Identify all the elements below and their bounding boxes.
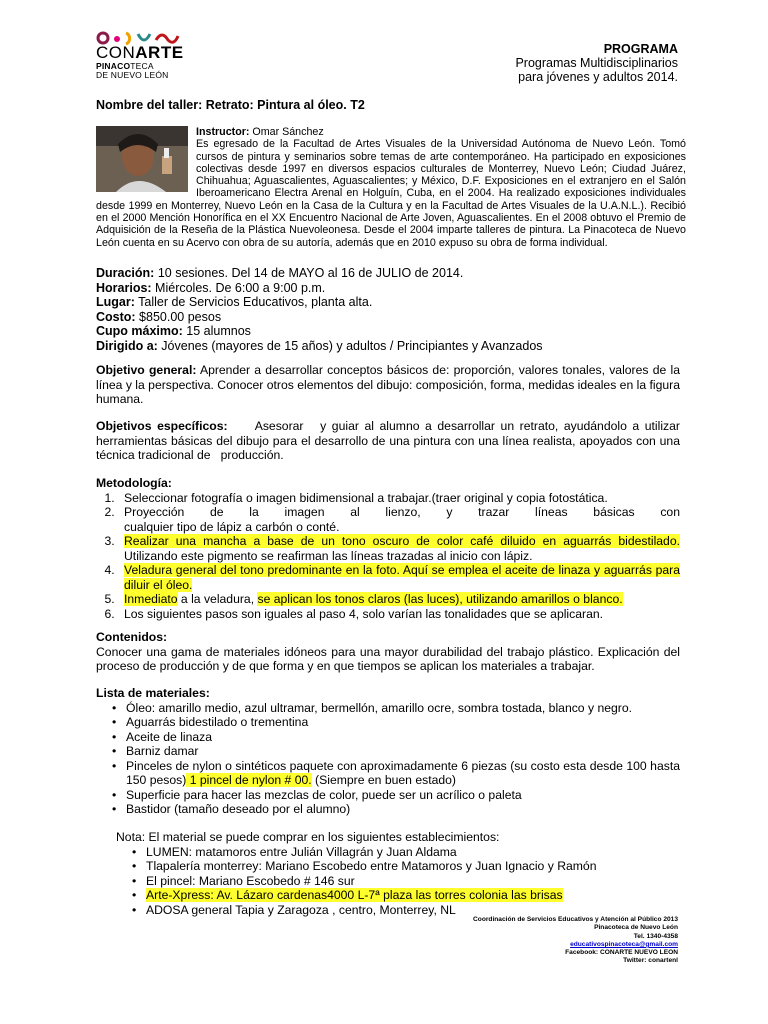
instructor-name: Omar Sánchez [249, 126, 324, 138]
materiales-label: Lista de materiales: [96, 686, 210, 700]
material-item-6: Superficie para hacer las mezclas de color, puede ser un acrílico o paleta [126, 787, 522, 802]
material-item-7: Bastidor (tamaño deseado por el alumno) [126, 802, 351, 816]
logo-sub-a: PINACO [96, 61, 131, 71]
footer-twitter: Twitter: conartenl [623, 957, 678, 965]
instructor-photo [96, 126, 188, 192]
store-list [96, 845, 680, 918]
material-item [114, 759, 680, 788]
material-item [114, 730, 680, 745]
material-item-1: Óleo: amarillo medio, azul ultramar, bermellón, amarillo ocre, sombra tostada, blanco y negro. [126, 700, 633, 715]
store-item [134, 859, 680, 874]
detail-lugar [96, 295, 543, 310]
lugar-value: Taller de Servicios Educativos, planta alta. [134, 295, 373, 309]
store-3: El pincel: Mariano Escobedo # 146 sur [146, 873, 355, 888]
store-item [134, 845, 680, 860]
objetivos-especificos-label: Objetivos específicos: [96, 419, 228, 433]
detail-dirigido [96, 339, 543, 354]
objetivo-general [96, 363, 680, 407]
detail-cupo [96, 324, 543, 339]
program-title: PROGRAMA [603, 42, 678, 56]
logo-sub-line2: DE NUEVO LEÓN [96, 70, 169, 80]
instructor-block [96, 126, 686, 249]
program-line1: Programas Multidisciplinarios [515, 56, 678, 70]
footer-contact [473, 916, 678, 966]
costo-value: $850.00 pesos [135, 309, 222, 324]
store-1: LUMEN: matamoros entre Julián Villagrán y Juan Aldama [146, 844, 457, 859]
method-step-2 [118, 505, 684, 534]
program-header [515, 42, 678, 84]
store-item [134, 903, 680, 918]
method-step-4-highlight: Veladura general del tono predominante en la foto. Aquí se emplea el aceite de linaza y aguarrás para diluir el óleo. [124, 563, 680, 592]
method-step-6 [118, 607, 680, 622]
dirigido-value: Jóvenes (mayores de 15 años) y adultos / Principiantes y Avanzados [157, 338, 543, 353]
material-item-4: Barniz damar [126, 744, 199, 758]
objetivo-general-label: Objetivo general: [96, 363, 197, 377]
horarios-value: Miércoles. De 6:00 a 9:00 p.m. [151, 280, 326, 295]
workshop-title: Nombre del taller: Retrato: Pintura al óleo. T2 [96, 98, 365, 112]
store-2: Tlapalería monterrey: Mariano Escobedo entre Matamoros y Juan Ignacio y Ramón [146, 859, 597, 873]
footer-line1: Coordinación de Servicios Educativos y Atención al Público 2013 [473, 916, 678, 923]
material-item-3: Aceite de linaza [126, 729, 213, 744]
store-item [134, 874, 680, 889]
store-5: ADOSA general Tapia y Zaragoza , centro, Monterrey, NL [146, 902, 456, 917]
instructor-bio: Es egresado de la Facultad de Artes Visuales de la Universidad Autónoma de Nuevo León. Tomó cursos de pintura y seminarios sobre temas de arte contemporáneo. Ha participado en exposiciones colectivas desde 1997 en diversos espacios culturales de Monterrey, Nuevo León; Ciudad Juárez, Chihuahua; Aguascalientes, Aguascalientes; y México, D.F. Exposiciones en el extranjero en el Salón Iberoamericano Electra Arenal en Holguín, Cuba, en el 2004. Ha realizado exposiciones individuales desde 1999 en Monterrey, Nuevo León en la Casa de la Cultura y en la Facultad de Artes Visuales de la U.A.N.L.). Recibió en el 2000 Mención Honorífica en el XX Encuentro Nacional de Arte Joven, Aguascalientes. En el 2008 obtuvo el Premio de Adquisición de la Reseña de la Plástica Nuevoleonesa. Desde el 2004 imparte talleres de pintura. La Pinacoteca de Nuevo León cuenta en su Acervo con obra de su autoría, además que en 2010 expuso su obra de forma individual. [96, 138, 686, 249]
material-item [114, 788, 680, 803]
objetivos-especificos-text: Asesorar y guiar al alumno a desarrollar un retrato, ayudándolo a utilizar herramientas básicas del dibujo para el desarrollo de una pintura con una línea realista, apoyados con una técnica tradicional de producción. [96, 419, 684, 462]
instructor-photo-slot [96, 126, 196, 194]
footer-email-link[interactable]: educativospinacoteca@gmail.com [570, 940, 678, 948]
method-step-2-text: Proyección de la imagen al lienzo, y trazar líneas básicas con cualquier tipo de lápiz a carbón o conté. [124, 505, 684, 534]
logo-wordmark [96, 44, 186, 62]
footer-facebook: Facebook: CONARTE NUEVO LEON [565, 949, 678, 957]
footer-line2: Pinacoteca de Nuevo León [594, 924, 678, 932]
method-step-5 [118, 592, 680, 607]
method-step-3 [118, 534, 680, 563]
material-item-5-highlight: 1 pincel de nylon # 00. [186, 773, 312, 787]
material-item-5: Pinceles de nylon o sintéticos paquete con aproximadamente 6 piezas (su costo esta desde 100 hasta 150 pesos) [126, 758, 680, 787]
material-item [114, 701, 680, 716]
conarte-logo [96, 30, 186, 80]
store-4-highlight: Arte-Xpress: Av. Lázaro cardenas4000 L-7ª plaza las torres colonia las brisas [146, 888, 563, 902]
method-step-6-text: Los siguientes pasos son iguales al paso 4, solo varían las tonalidades que se aplicaran. [124, 606, 604, 621]
logo-word-arte: ARTE [135, 43, 184, 62]
logo-word-con: CON [96, 43, 136, 62]
nota-section [96, 830, 680, 917]
footer-line3: Tel. 1340-4358 [633, 932, 678, 940]
logo-sub-b: TECA [130, 61, 154, 71]
contenidos-section [96, 630, 680, 674]
contenidos-text: Conocer una gama de materiales idóneos para una mayor durabilidad del trabajo plástico. Explicación del proceso de producción y de que forma y en que tiempos se aplican los materiales a trabajar. [96, 644, 680, 673]
program-line2: para jóvenes y adultos 2014. [518, 70, 678, 84]
horarios-label: Horarios: [96, 280, 152, 295]
contenidos-label: Contenidos: [96, 630, 168, 644]
detail-horarios [96, 281, 543, 296]
duracion-label: Duración: [96, 266, 155, 280]
costo-label: Costo: [96, 309, 136, 324]
cupo-value: 15 alumnos [182, 324, 251, 338]
material-item-5-note: (Siempre en buen estado) [311, 773, 456, 787]
method-step-5-text: a la veladura, [177, 592, 258, 606]
method-step-4 [118, 563, 680, 592]
metodologia-label: Metodología: [96, 476, 172, 490]
detail-duracion [96, 266, 543, 281]
method-step-5-highlight-b: se aplican los tonos claros (las luces), utilizando amarillos o blanco. [257, 592, 623, 606]
material-item-2: Aguarrás bidestilado o trementina [126, 715, 309, 729]
material-item [114, 744, 680, 759]
material-item [114, 802, 680, 817]
metodologia-list [96, 490, 684, 622]
objetivo-general-text: Aprender a desarrollar conceptos básicos de: proporción, valores tonales, valores de la línea y la perspectiva. Conocer otros elementos del dibujo: composición, forma, medidas ideales en la figura humana. [96, 363, 680, 406]
method-step-3-text: Utilizando este pigmento se reafirman las líneas trazadas al inicio con lápiz. [124, 548, 533, 563]
nota-text: Nota: El material se puede comprar en los siguientes establecimientos: [116, 830, 500, 844]
cupo-label: Cupo máximo: [96, 324, 183, 338]
store-item [134, 888, 680, 903]
materiales-section [96, 686, 680, 817]
instructor-label: Instructor: [196, 126, 250, 138]
materiales-list [96, 701, 680, 817]
duracion-value: 10 sesiones. Del 14 de MAYO al 16 de JULIO de 2014. [154, 266, 464, 280]
detail-costo [96, 310, 543, 325]
metodologia-section [96, 476, 684, 621]
method-step-5-highlight-a: Inmediato [124, 592, 178, 606]
method-step-1-text: Seleccionar fotografía o imagen bidimensional a trabajar.(traer original y copia fotostática. [124, 490, 608, 505]
method-step-3-highlight: Realizar una mancha a base de un tono oscuro de color café diluido en aguarrás bidestilado. [124, 534, 680, 548]
course-details [96, 266, 543, 353]
dirigido-label: Dirigido a: [96, 338, 158, 353]
material-item [114, 715, 680, 730]
objetivos-especificos [96, 419, 684, 463]
method-step-1 [118, 491, 680, 506]
lugar-label: Lugar: [96, 295, 135, 309]
